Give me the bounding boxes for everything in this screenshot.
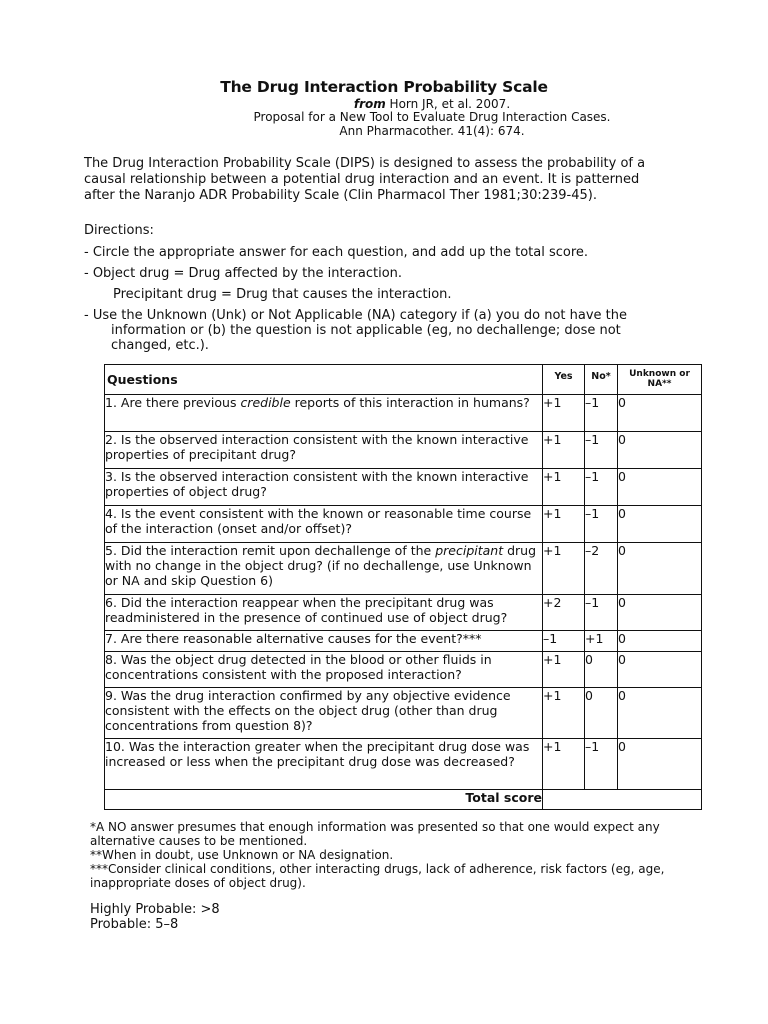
citation-article-title: Proposal for a New Tool to Evaluate Drug Interaction Cases. [253, 110, 611, 124]
directions-line: - Object drug = Drug affected by the interaction. [84, 266, 403, 281]
question-row [105, 652, 702, 688]
question-row [105, 595, 702, 631]
question-row [105, 432, 702, 469]
question-emphasis: credible [240, 395, 291, 410]
citation-journal: Ann Pharmacother. 41(4): 674. [339, 124, 525, 138]
question-text [105, 631, 543, 652]
question-row [105, 543, 702, 595]
score-no[interactable]: 0 [585, 688, 618, 739]
question-text [105, 395, 543, 432]
score-yes[interactable]: +1 [543, 432, 585, 469]
question-text [105, 469, 543, 506]
score-unknown[interactable]: 0 [618, 631, 702, 652]
question-text-part: 3. Is the observed interaction consistent with the known interactive properties of object drug? [105, 469, 529, 499]
question-row [105, 631, 702, 652]
header-unknown-line: NA** [647, 379, 672, 389]
directions-heading: Directions: [84, 223, 154, 238]
question-emphasis: precipitant [435, 543, 504, 558]
score-no[interactable]: 0 [585, 652, 618, 688]
citation-authors: Horn JR, et al. 2007. [385, 97, 511, 111]
scale-probable: Probable: 5–8 [90, 917, 179, 932]
intro-line: causal relationship between a potential drug interaction and an event. It is patterned [84, 172, 640, 187]
score-yes[interactable]: –1 [543, 631, 585, 652]
footnote: ***Consider clinical conditions, other interacting drugs, lack of adherence, risk factors (eg, age, inappropriate doses of object drug). [90, 862, 665, 890]
score-unknown[interactable]: 0 [618, 432, 702, 469]
question-text-part: 10. Was the interaction greater when the precipitant drug dose was increased or less when the precipitant drug dose was decreased? [105, 739, 530, 769]
scale-highly-probable: Highly Probable: >8 [90, 902, 220, 917]
document-title: The Drug Interaction Probability Scale [220, 78, 548, 96]
questions-body [105, 395, 702, 790]
question-text-part: drug with no change in the object drug? (if no dechallenge, use Unknown or NA and skip Question 6) [105, 543, 537, 588]
header-no: No* [585, 365, 618, 395]
score-no[interactable]: –2 [585, 543, 618, 595]
score-unknown[interactable]: 0 [618, 688, 702, 739]
question-text-part: 9. Was the drug interaction confirmed by any objective evidence consistent with the effects on the object drug (other than drug concentrations from question 8)? [105, 688, 511, 733]
question-text [105, 595, 543, 631]
citation-source [0, 97, 768, 111]
score-yes[interactable]: +1 [543, 739, 585, 790]
score-yes[interactable]: +1 [543, 469, 585, 506]
score-no[interactable]: –1 [585, 432, 618, 469]
question-text-part: 5. Did the interaction remit upon dechallenge of the [105, 543, 436, 558]
question-row [105, 739, 702, 790]
question-text [105, 432, 543, 469]
footnote: *A NO answer presumes that enough information was presented so that one would expect any alternative causes to be mentioned. [90, 820, 660, 848]
score-yes[interactable]: +1 [543, 543, 585, 595]
directions-line: - Circle the appropriate answer for each question, and add up the total score. [84, 245, 589, 260]
score-no[interactable]: –1 [585, 506, 618, 543]
score-yes[interactable]: +1 [543, 395, 585, 432]
score-no[interactable]: +1 [585, 631, 618, 652]
score-no[interactable]: –1 [585, 469, 618, 506]
header-unknown-line: Unknown or [629, 369, 690, 379]
question-text-part: reports of this interaction in humans? [290, 395, 530, 410]
footnote: **When in doubt, use Unknown or NA designation. [90, 848, 394, 862]
question-text [105, 652, 543, 688]
question-text [105, 688, 543, 739]
directions-line: - Use the Unknown (Unk) or Not Applicable (NA) category if (a) you do not have the [84, 308, 627, 323]
question-text-part: 8. Was the object drug detected in the blood or other fluids in concentrations consistent with the proposed interaction? [105, 652, 492, 682]
question-row [105, 506, 702, 543]
directions-line: information or (b) the question is not applicable (eg, no dechallenge; dose not [111, 323, 621, 338]
question-text-part: 4. Is the event consistent with the known or reasonable time course of the interaction (onset and/or offset)? [105, 506, 532, 536]
question-text-part: 7. Are there reasonable alternative causes for the event?*** [105, 631, 482, 646]
intro-line: after the Naranjo ADR Probability Scale (Clin Pharmacol Ther 1981;30:239-45). [84, 188, 597, 203]
intro-paragraph [84, 156, 704, 204]
dips-questions-table [104, 364, 702, 810]
score-unknown[interactable]: 0 [618, 652, 702, 688]
footnotes [90, 820, 680, 890]
question-text-part: 2. Is the observed interaction consistent with the known interactive properties of precipitant drug? [105, 432, 529, 462]
directions-line: changed, etc.). [111, 338, 209, 353]
score-yes[interactable]: +1 [543, 506, 585, 543]
total-score-cell[interactable] [543, 790, 702, 810]
score-yes[interactable]: +1 [543, 688, 585, 739]
header-yes: Yes [543, 365, 585, 395]
score-unknown[interactable]: 0 [618, 739, 702, 790]
question-row [105, 688, 702, 739]
score-unknown[interactable]: 0 [618, 506, 702, 543]
score-unknown[interactable]: 0 [618, 469, 702, 506]
intro-line: The Drug Interaction Probability Scale (DIPS) is designed to assess the probability of a [84, 156, 646, 171]
score-unknown[interactable]: 0 [618, 395, 702, 432]
question-text-part: 1. Are there previous [105, 395, 241, 410]
question-text [105, 739, 543, 790]
citation-from-label: from [353, 97, 386, 111]
header-unknown [618, 365, 702, 395]
question-row [105, 469, 702, 506]
score-no[interactable]: –1 [585, 595, 618, 631]
question-text-part: 6. Did the interaction reappear when the precipitant drug was readministered in the presence of continued use of object drug? [105, 595, 508, 625]
score-yes[interactable]: +1 [543, 652, 585, 688]
score-no[interactable]: –1 [585, 395, 618, 432]
header-questions: Questions [105, 365, 543, 395]
score-yes[interactable]: +2 [543, 595, 585, 631]
total-score-label: Total score [105, 790, 543, 810]
question-text [105, 506, 543, 543]
score-no[interactable]: –1 [585, 739, 618, 790]
score-unknown[interactable]: 0 [618, 543, 702, 595]
directions-line: Precipitant drug = Drug that causes the interaction. [113, 287, 452, 302]
question-row [105, 395, 702, 432]
score-unknown[interactable]: 0 [618, 595, 702, 631]
question-text [105, 543, 543, 595]
